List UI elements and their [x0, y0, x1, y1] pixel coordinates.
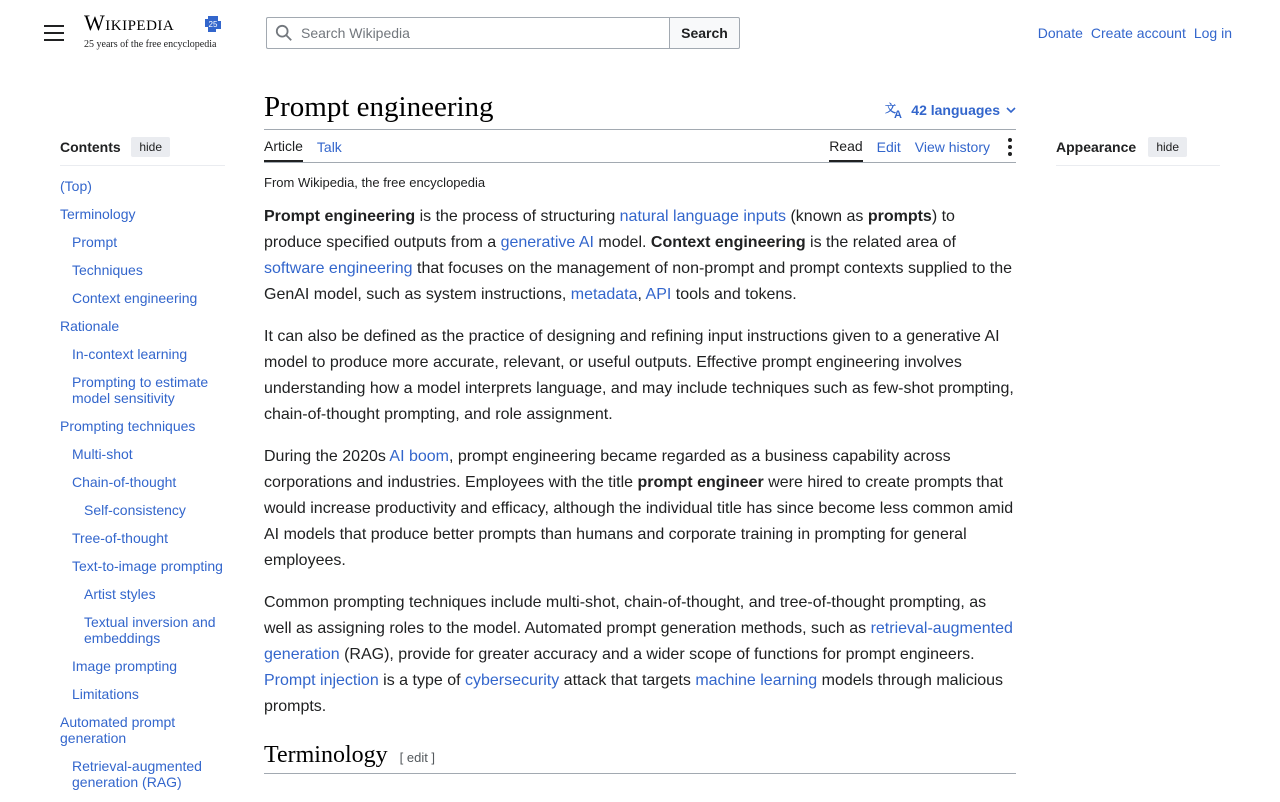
article-link[interactable]: API: [645, 286, 672, 303]
text-run: is a type of: [378, 672, 465, 689]
create-account-link[interactable]: Create account: [1090, 25, 1186, 41]
article-paragraph: [264, 204, 1016, 308]
article-body: [264, 204, 1016, 720]
toc-item[interactable]: Self-consistency: [84, 502, 186, 518]
page-tabs: [264, 130, 1016, 163]
article-link[interactable]: AI boom: [389, 448, 450, 465]
toc-title: Contents: [60, 139, 121, 155]
toc-item[interactable]: Limitations: [72, 686, 139, 702]
article-link[interactable]: Prompt injection: [264, 672, 379, 689]
logo-wordmark: Wikipedia: [84, 10, 175, 35]
search-button[interactable]: Search: [669, 17, 740, 49]
appearance-hide-button[interactable]: hide: [1148, 137, 1187, 157]
user-links: [1038, 25, 1232, 41]
tab-edit[interactable]: Edit: [876, 139, 901, 155]
toc-header: [60, 137, 225, 166]
toc-item[interactable]: Textual inversion and embeddings: [84, 614, 216, 646]
text-run: , prompt engineering became regarded as a business capability across corporations and industries. Employees with the title: [264, 448, 951, 491]
toc-item[interactable]: Techniques: [72, 262, 143, 278]
svg-text:A: A: [894, 109, 903, 119]
text-run: that focuses on the management of non-prompt and prompt contexts supplied to the GenAI model, such as system instructions,: [264, 260, 1013, 303]
tab-read[interactable]: Read: [829, 130, 862, 162]
bold-term: Context engineering: [650, 234, 806, 251]
language-button[interactable]: [885, 101, 1016, 119]
toc-item[interactable]: Artist styles: [84, 586, 156, 602]
toc-item[interactable]: Automated prompt generation: [60, 714, 176, 746]
toc-item[interactable]: Chain-of-thought: [72, 474, 177, 490]
logo-tagline: 25 years of the free encyclopedia: [84, 39, 217, 50]
toc-list: [60, 178, 225, 790]
text-run: Common prompting techniques include multi-shot, chain-of-thought, and tree-of-thought prompting, as well as assigning roles to the model. Automated prompt generation methods, such as: [264, 594, 987, 637]
section-terminology: [264, 742, 1016, 774]
donate-link[interactable]: Donate: [1037, 25, 1083, 41]
table-of-contents: [60, 137, 225, 802]
log-in-link[interactable]: Log in: [1193, 25, 1232, 41]
search-icon: [275, 24, 293, 42]
bold-term: prompts: [867, 208, 932, 225]
main-menu-button[interactable]: [44, 25, 64, 41]
text-run: ) to produce specified outputs from a: [264, 208, 955, 251]
toc-item[interactable]: In-context learning: [72, 346, 188, 362]
text-run: (known as: [786, 208, 868, 225]
toc-item[interactable]: Prompting techniques: [60, 418, 196, 434]
toc-item[interactable]: Terminology: [60, 206, 136, 222]
toc-item[interactable]: Context engineering: [72, 290, 198, 306]
toc-item[interactable]: Prompt: [72, 234, 118, 250]
toc-item[interactable]: Retrieval-augmented generation (RAG): [72, 758, 202, 790]
toc-item[interactable]: Text-to-image prompting: [72, 558, 223, 574]
text-run: (RAG), provide for greater accuracy and a wider scope of functions for prompt engineers.: [339, 646, 975, 663]
toc-item[interactable]: Prompting to estimate model sensitivity: [72, 374, 209, 406]
more-tools-icon[interactable]: [1004, 132, 1016, 162]
text-run: It can also be defined as the practice of designing and refining input instructions given to a generative AI model to produce more accurate, relevant, or useful outputs. Effective prompt engineering involves understanding how a model interprets language, and may include techniques such as few-shot prompting, chain-of-thought prompting, and role assignment.: [264, 328, 1014, 423]
site-tagline: From Wikipedia, the free encyclopedia: [264, 175, 486, 190]
search-input[interactable]: [299, 24, 659, 42]
wikipedia-logo[interactable]: [84, 11, 216, 50]
text-run: were hired to create prompts that would increase productivity and efficacy, although the individual title has since become less common amid AI models that produce better prompts than humans and corporate training in prompting for general employees.: [264, 474, 1014, 569]
article-paragraph: [264, 324, 1016, 428]
toc-item[interactable]: Rationale: [60, 318, 120, 334]
article-link[interactable]: metadata: [570, 286, 638, 303]
article-paragraph: [264, 590, 1016, 720]
article-link[interactable]: cybersecurity: [464, 672, 560, 689]
toc-item[interactable]: Image prompting: [72, 658, 178, 674]
bold-term: Prompt engineering: [264, 208, 416, 225]
toc-item[interactable]: Multi-shot: [72, 446, 133, 462]
search-form: [266, 17, 740, 49]
text-run: attack that targets: [559, 672, 696, 689]
language-count: 42 languages: [911, 102, 1000, 118]
tab-article[interactable]: Article: [264, 130, 303, 162]
text-run: tools and tokens.: [671, 286, 797, 303]
bold-term: prompt engineer: [637, 474, 764, 491]
page-title: Prompt engineering: [264, 91, 494, 123]
article-link[interactable]: generative AI: [500, 234, 594, 251]
translate-icon: [885, 101, 905, 119]
chevron-down-icon: [1006, 106, 1016, 114]
text-run: During the 2020s: [264, 448, 390, 465]
text-run: is the related area of: [805, 234, 956, 251]
article-link[interactable]: software engineering: [264, 260, 413, 277]
section-edit-link[interactable]: [ edit ]: [399, 750, 436, 765]
search-field[interactable]: [266, 17, 669, 49]
toc-item[interactable]: (Top): [60, 178, 92, 194]
appearance-panel-header: [1056, 137, 1220, 166]
text-run: model.: [593, 234, 651, 251]
section-title: Terminology: [264, 742, 388, 768]
tab-talk[interactable]: Talk: [316, 139, 342, 155]
toc-hide-button[interactable]: hide: [131, 137, 170, 157]
tab-view-history[interactable]: View history: [914, 139, 990, 155]
text-run: is the process of structuring: [415, 208, 620, 225]
title-row: [264, 90, 1016, 130]
article-paragraph: [264, 444, 1016, 574]
article-link[interactable]: natural language inputs: [619, 208, 787, 225]
article-link[interactable]: retrieval-augmented generation: [264, 620, 1013, 663]
svg-text:文: 文: [885, 103, 897, 115]
svg-text:25: 25: [208, 20, 218, 29]
article-link[interactable]: machine learning: [695, 672, 818, 689]
text-run: models through malicious prompts.: [264, 672, 1004, 715]
anniversary-badge-icon: [202, 13, 224, 35]
toc-item[interactable]: Tree-of-thought: [72, 530, 168, 546]
appearance-title: Appearance: [1056, 139, 1137, 155]
text-run: ,: [637, 286, 646, 303]
article: [264, 90, 1016, 774]
